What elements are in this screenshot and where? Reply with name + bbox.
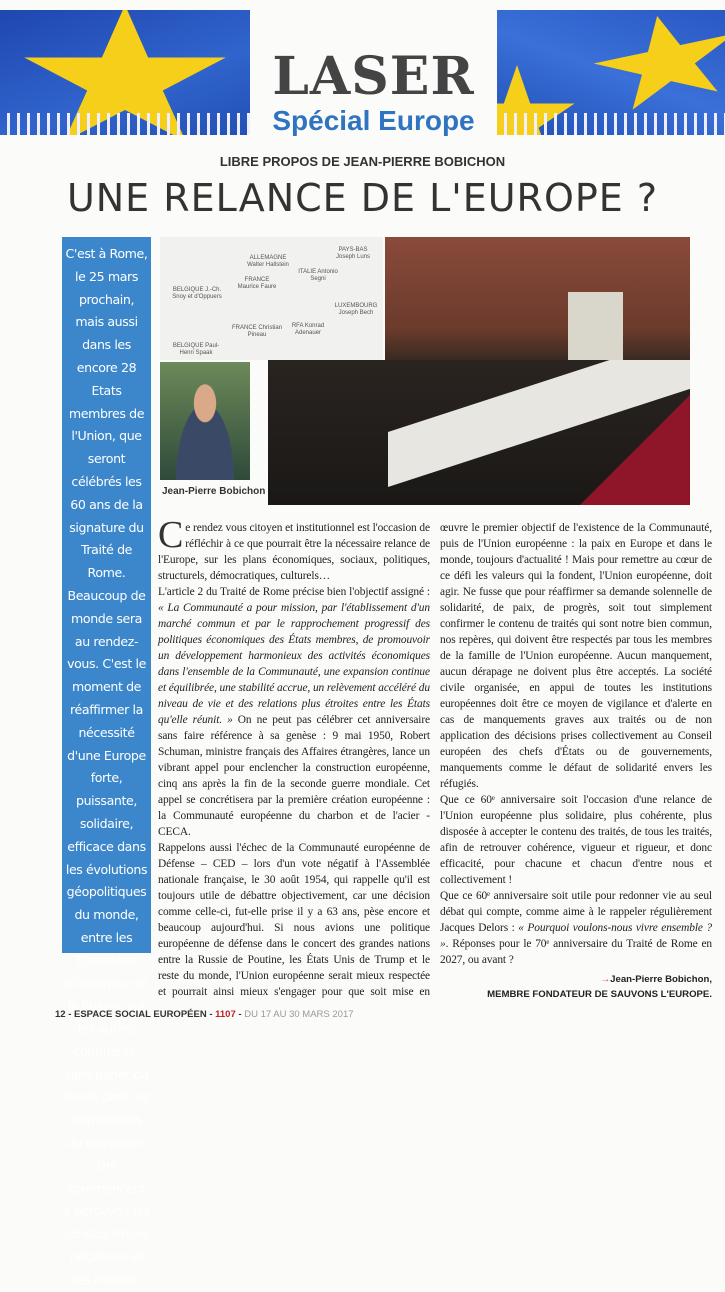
footer-separator: -	[235, 1009, 245, 1020]
map-label: PAYS-BAS Joseph Luns	[335, 247, 371, 260]
treaty-signing-photo-upper	[385, 237, 690, 360]
delors-quote: « Pourquoi voulons-nous vivre ensemble ? »	[440, 922, 712, 950]
arrow-icon: →	[600, 974, 611, 985]
page-footer	[55, 1009, 354, 1020]
treaty-quote: « La Communauté a pour mission, par l'établissement d'un marché commun et par le rapprochement progressif des politiques économiques des États membres, de promouvoir un développement harmonieux des activités économiques dans l'ensemble de la Communauté, une expansion continue et équilibrée, une stabilité accrue, un relèvement accéléré du niveau de vie et des relations plus étroites entre les États qu'elle réunit. »	[158, 602, 430, 726]
paragraph-text: e rendez vous citoyen et institutionnel est l'occasion de réfléchir à ce que pourrait être la nécessaire relance de l'Europe, sur les plans économiques, sociaux, politiques, structurels, démocratiques, culturels…	[158, 522, 430, 582]
star-icon	[584, 10, 725, 125]
article-body	[158, 514, 712, 1002]
map-label: ITALIE Antonio Segni	[298, 269, 338, 282]
paragraph	[158, 584, 430, 840]
paragraph-text: On ne peut pas célébrer cet anniversaire sans faire référence à sa genèse : 9 mai 1950, Robert Schuman, ministre français des Affaires étrangères, lance un vibrant appel pour enclencher la construction européenne, cinq ans après la fin de la seconde guerre mondiale. Cet appel se concrétisera par la première création européenne : la Communauté européenne du charbon et de l'acier - CECA.	[158, 714, 431, 838]
map-label: BELGIQUE Paul-Henri Spaak	[172, 343, 220, 356]
author-portrait	[160, 362, 250, 480]
article-kicker: LIBRE PROPOS DE JEAN-PIERRE BOBICHON	[219, 154, 506, 169]
footer-dates: DU 17 AU 30 MARS 2017	[244, 1009, 354, 1020]
drop-cap: C	[158, 514, 184, 556]
eu-flag-image-left	[0, 10, 250, 135]
paragraph-text: Que ce 60ᵉ anniversaire soit utile pour redonner vie au seul débat qui compte, comme aime à le rappeler régulièrement Jacques Delors :	[440, 890, 712, 934]
signatories-diagram	[160, 237, 383, 360]
map-label: LUXEMBOURG Joseph Bech	[334, 303, 378, 316]
paragraph	[158, 514, 430, 584]
sidebar-intro: C'est à Rome, le 25 mars prochain, mais aussi dans les encore 28 Etats membres de l'Union, que seront célébrés les 60 ans de la signature du Traité de Rome. Beaucoup de monde sera au rendez-vous. C'est le moment de réaffirmer la nécessité d'une Europe forte, puissante, solidaire, efficace dans les évolutions géopolitiques du monde, entre les États-Unis d'Amérique et la Russie, sur les autres continents, sans parler du Brexit dont les populations du Royaume-Uni commencent à percevoir les conséquences négatives et les risques.	[62, 237, 151, 953]
map-label: FRANCE Maurice Faure	[237, 277, 277, 290]
portrait-caption: Jean-Pierre Bobichon	[162, 486, 266, 497]
paragraph	[440, 888, 712, 968]
footer-page: 12 - ESPACE SOCIAL EUROPÉEN -	[55, 1009, 216, 1020]
treaty-signing-photo	[268, 360, 690, 505]
signature	[440, 972, 712, 1002]
paragraph: Rappelons aussi l'échec de la Communauté européenne de Défense – CED – lors d'un vote négatif à l'Assemblée nationale française, le 30 août 1954, qui rappelle qu'il est toujours utile de débattre objectivement, car une décision comme celle-ci, fut-elle prise il y a 63 ans, pèse encore et beaucoup aujourd'hui. Si nous avions une politique européenne de défense dans le concert des grandes nations entre la Russie de Poutine, les États Unis de Trump et le reste du monde, l'Union européenne serait mieux respectée et pourrait ainsi mieux s'engager pour que soit mise en œuvre le premier objectif de l'existence de la Communauté, puis de l'Union européenne : la paix en Europe et dans le monde, toujours d'actualité ! Mais pour remettre au cœur de ce défi les valeurs qui la fondent, l'Union européenne, doit agir. Ne fusse que pour réaffirmer sa demande solennelle de solidarité, de paix, de progrès, soit tout simplement confirmer le contenu de traités qui sont notre bien commun, nos repères, qui doivent être respectés par tous les membres de la famille de l'Union européenne. Aucun manquement, aucun dérapage ne doivent plus être acceptés. La société civile organisée, en appui de toutes les institutions européennes doit être ce moyen de vigilance et d'alerte en cas de manquements graves aux traités ou de non application des décisions prises collectivement au Conseil européen des chefs d'États ou de gouvernements, manquements comme le défaut de solidarité envers les réfugiés.	[158, 522, 712, 998]
paragraph-text: . Réponses pour le 70ᵉ anniversaire du Traité de Rome en 2027, ou avant ?	[440, 938, 712, 966]
footer-issue: 1107	[215, 1009, 236, 1020]
eu-flag-image-right	[497, 10, 725, 135]
map-label: BELGIQUE J.-Ch. Snoy et d'Oppuers	[172, 287, 222, 300]
section-label: Spécial Europe	[272, 105, 475, 136]
author-role: MEMBRE FONDATEUR DE SAUVONS L'EUROPE.	[487, 989, 712, 1000]
author-name: Jean-Pierre Bobichon,	[610, 974, 712, 985]
map-label: RFA Konrad Adenauer	[291, 323, 325, 336]
magazine-logo: LASER	[272, 46, 475, 107]
doorway	[568, 292, 623, 360]
stripe-decoration	[0, 113, 250, 135]
map-label: FRANCE Christian Pineau	[232, 325, 283, 338]
article-title: UNE RELANCE DE L'EUROPE ?	[66, 176, 659, 220]
stripe-decoration	[497, 113, 725, 135]
map-label: ALLEMAGNE Walter Hallstein	[247, 255, 289, 268]
paragraph: Que ce 60ᵉ anniversaire soit l'occasion d'une relance de l'Union européenne plus solidaire, plus cohérente, plus disposée à accepter le contenu des traités, de tous les traités, afin de retrouver cohérence, vigueur et rigueur, et donc efficacité, pour chacune et chacun d'entre nous et collectivement !	[440, 794, 712, 886]
paragraph-text: L'article 2 du Traité de Rome précise bien l'objectif assigné :	[158, 586, 430, 598]
